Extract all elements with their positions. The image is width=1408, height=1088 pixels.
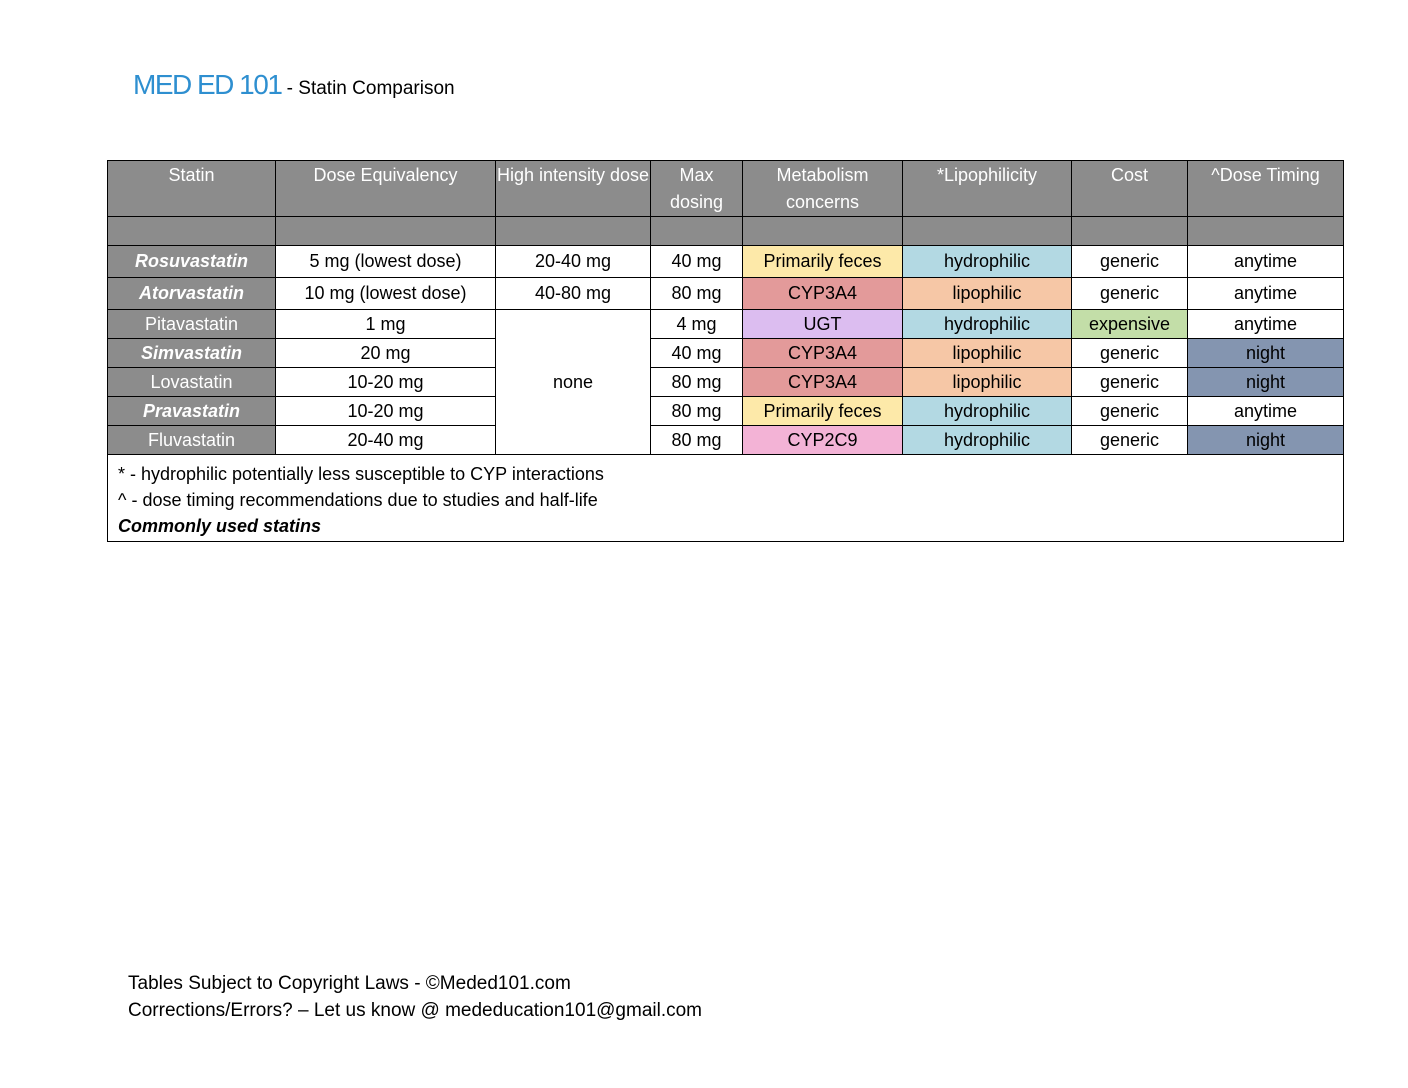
dose-equivalency-cell: 20 mg (276, 339, 496, 368)
table-row (108, 426, 1344, 455)
dose-timing-cell: anytime (1188, 246, 1344, 278)
column-header: Dose Equivalency (276, 161, 496, 217)
statin-name-cell: Pravastatin (108, 397, 276, 426)
lipophilicity-cell: hydrophilic (903, 310, 1072, 339)
lipophilicity-cell: hydrophilic (903, 397, 1072, 426)
dose-timing-cell: night (1188, 426, 1344, 455)
cost-cell: generic (1072, 368, 1188, 397)
lipophilicity-cell: lipophilic (903, 368, 1072, 397)
dose-timing-cell: anytime (1188, 278, 1344, 310)
table-row (108, 278, 1344, 310)
cost-cell: generic (1072, 339, 1188, 368)
note-common-statins: Commonly used statins (118, 516, 322, 536)
dose-timing-cell: anytime (1188, 310, 1344, 339)
metabolism-cell: CYP2C9 (743, 426, 903, 455)
cost-cell: generic (1072, 246, 1188, 278)
note-lipophilicity: * - hydrophilic potentially less susceptible to CYP interactions (118, 464, 604, 484)
dose-equivalency-cell: 5 mg (lowest dose) (276, 246, 496, 278)
max-dosing-cell: 40 mg (651, 339, 743, 368)
copyright-line: Tables Subject to Copyright Laws - ©Meded101.com (128, 973, 571, 994)
footer (128, 970, 702, 1024)
lipophilicity-cell: hydrophilic (903, 426, 1072, 455)
lipophilicity-cell: lipophilic (903, 278, 1072, 310)
cost-cell: expensive (1072, 310, 1188, 339)
column-header: *Lipophilicity (903, 161, 1072, 217)
max-dosing-cell: 80 mg (651, 397, 743, 426)
header-spacer-row (108, 217, 1344, 246)
high-intensity-cell: 40-80 mg (496, 278, 651, 310)
cost-cell: generic (1072, 397, 1188, 426)
metabolism-cell: Primarily feces (743, 246, 903, 278)
statin-comparison-table (107, 160, 1344, 542)
column-header: High intensity dose (496, 161, 651, 217)
contact-line: Corrections/Errors? – Let us know @ mededucation101@gmail.com (128, 1000, 702, 1021)
max-dosing-cell: 80 mg (651, 368, 743, 397)
metabolism-cell: UGT (743, 310, 903, 339)
page-subtitle: - Statin Comparison (281, 78, 455, 99)
column-header: Cost (1072, 161, 1188, 217)
table-row (108, 246, 1344, 278)
high-intensity-cell: none (496, 310, 651, 455)
metabolism-cell: CYP3A4 (743, 278, 903, 310)
dose-timing-cell: night (1188, 368, 1344, 397)
max-dosing-cell: 80 mg (651, 278, 743, 310)
notes-cell (108, 455, 1344, 542)
statin-name-cell: Rosuvastatin (108, 246, 276, 278)
note-dose-timing: ^ - dose timing recommendations due to studies and half-life (118, 490, 598, 510)
high-intensity-cell: 20-40 mg (496, 246, 651, 278)
dose-timing-cell: night (1188, 339, 1344, 368)
dose-equivalency-cell: 10-20 mg (276, 368, 496, 397)
max-dosing-cell: 80 mg (651, 426, 743, 455)
brand-logo: MED ED 101 (133, 69, 282, 100)
table-row (108, 310, 1344, 339)
table-header-row (108, 161, 1344, 217)
dose-equivalency-cell: 20-40 mg (276, 426, 496, 455)
metabolism-cell: CYP3A4 (743, 339, 903, 368)
dose-equivalency-cell: 1 mg (276, 310, 496, 339)
statin-name-cell: Simvastatin (108, 339, 276, 368)
dose-equivalency-cell: 10-20 mg (276, 397, 496, 426)
statin-name-cell: Lovastatin (108, 368, 276, 397)
cost-cell: generic (1072, 426, 1188, 455)
table-row (108, 339, 1344, 368)
dose-equivalency-cell: 10 mg (lowest dose) (276, 278, 496, 310)
notes-row (108, 455, 1344, 542)
cost-cell: generic (1072, 278, 1188, 310)
statin-name-cell: Pitavastatin (108, 310, 276, 339)
metabolism-cell: Primarily feces (743, 397, 903, 426)
max-dosing-cell: 40 mg (651, 246, 743, 278)
lipophilicity-cell: lipophilic (903, 339, 1072, 368)
column-header: ^Dose Timing (1188, 161, 1344, 217)
statin-name-cell: Atorvastatin (108, 278, 276, 310)
dose-timing-cell: anytime (1188, 397, 1344, 426)
column-header: Max dosing (651, 161, 743, 217)
lipophilicity-cell: hydrophilic (903, 246, 1072, 278)
metabolism-cell: CYP3A4 (743, 368, 903, 397)
page-title (133, 68, 455, 107)
max-dosing-cell: 4 mg (651, 310, 743, 339)
table-row (108, 368, 1344, 397)
table-row (108, 397, 1344, 426)
statin-name-cell: Fluvastatin (108, 426, 276, 455)
column-header: Statin (108, 161, 276, 217)
column-header: Metabolism concerns (743, 161, 903, 217)
